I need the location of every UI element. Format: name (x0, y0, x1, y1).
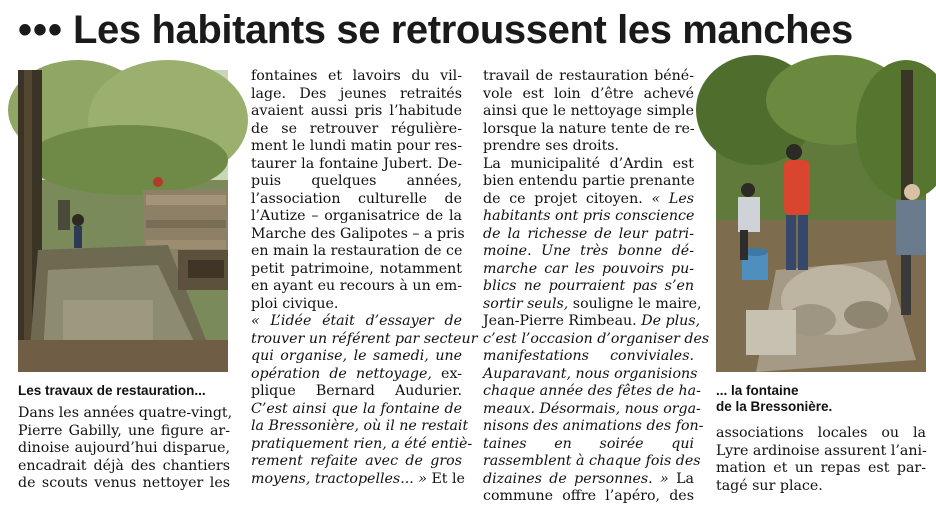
text-fragment: Jean-Pierre Rimbeau. (483, 313, 637, 329)
quote-line: C’est ainsi que la fontaine de (251, 400, 462, 417)
quote-line: manifestations conviviales. (483, 348, 694, 364)
quote-line: blics ne pourraient pas s’en (483, 278, 694, 294)
text-line: en main la restauration de ce (251, 243, 463, 259)
text-fragment: souligne le maire, (572, 295, 702, 312)
text-line: petit patrimoine, notamment (251, 260, 462, 277)
text-line (251, 366, 462, 384)
text-line: associations locales ou la (716, 425, 926, 441)
text-fragment: ex- (441, 365, 462, 382)
text-line: mation et un repas est par- (716, 460, 926, 476)
headline (18, 2, 918, 58)
photo-fontaine-bressoniere-image (716, 70, 926, 372)
photo-caption-restauration: Les travaux de restauration... (18, 383, 206, 398)
text-line: commune offre l’apéro, des (483, 488, 694, 504)
text-line: dinoise aujourd’hui disparue, (18, 440, 230, 456)
photo-restauration-works-image (18, 70, 228, 372)
quote-fragment: dizaines de personnes. » (483, 470, 669, 487)
text-line: encadrait déjà des chantiers (18, 457, 230, 474)
quote-line: qui organise, le samedi, une (251, 348, 462, 364)
text-line: l’Autize – organisatrice de la (251, 208, 462, 224)
quote-line: trouver un référent par secteur (251, 330, 478, 347)
quote-line: pratiquement rien, a été entiè- (251, 435, 473, 452)
quote-fragment: De plus, (641, 313, 701, 329)
photo-restauration-works (18, 70, 228, 372)
text-line: ploi civique. (251, 295, 339, 312)
text-fragment: Et le (431, 470, 465, 487)
photo-caption-line: de la Bressonière. (716, 399, 833, 414)
article-column-4 (716, 425, 926, 495)
quote-line: rement refaite avec de gros (251, 453, 462, 469)
text-line: lage. Des jeunes retraités (251, 85, 462, 102)
text-line: fontaines et lavoirs du vil- (251, 68, 462, 84)
quote-fragment: opération de nettoyage, (251, 365, 432, 382)
text-line: Dans les années quatre-vingt, (18, 405, 233, 421)
quote-line: « L’idée était d’essayer de (251, 313, 462, 329)
text-line: puis quelques années, (251, 173, 462, 189)
quote-line: habitants ont pris conscience (483, 208, 695, 224)
photo-caption-line: ... la fontaine (716, 383, 799, 398)
text-fragment: de ce projet citoyen. (483, 190, 643, 207)
text-line: Marche des Galipotes – a pris (251, 225, 465, 242)
quote-fragment: « Les (651, 190, 695, 207)
text-line: de scouts venus nettoyer les (18, 475, 230, 491)
article-column-2 (251, 68, 478, 488)
headline-bullets: ••• (18, 8, 64, 52)
quote-fragment: sortir seuls, (483, 295, 569, 312)
photo-fontaine-bressoniere (716, 70, 926, 372)
text-line: avaient aussi pris l’habitude (251, 103, 462, 119)
article-column-1 (18, 405, 233, 493)
text-line: travail de restauration béné- (483, 68, 694, 84)
quote-line: meaux. Désormais, nous orga- (483, 400, 701, 417)
quote-line: marche car les pouvoirs pu- (483, 260, 694, 277)
quote-line: taines en soirée qui (483, 435, 694, 452)
article-column-3 (483, 68, 710, 506)
text-line: ainsi que le nettoyage simple (483, 103, 694, 119)
text-line (251, 470, 465, 489)
text-line (483, 313, 701, 331)
text-line: tagé sur place. (716, 477, 823, 494)
text-line (483, 295, 702, 314)
text-line: de se retrouver régulière- (251, 120, 462, 137)
quote-fragment: moyens, tractopelles... » (251, 470, 427, 487)
text-line: Lyre ardinoise assurent l’ani- (716, 442, 927, 459)
text-line: Pierre Gabilly, une figure ar- (18, 422, 230, 439)
text-fragment: La (676, 470, 694, 487)
text-line: l’association culturelle de (251, 190, 462, 207)
quote-line: de la richesse de leur patri- (483, 225, 694, 242)
text-line (483, 471, 694, 489)
text-line: vole est loin d’être achevé (483, 85, 694, 102)
text-line (483, 191, 694, 209)
quote-line: moine. Une très bonne dé- (483, 243, 694, 259)
quote-line: chaque année des fêtes de ha- (483, 383, 701, 399)
text-line: plique Bernard Audurier. (251, 383, 462, 399)
text-line: La municipalité d’Ardin est (483, 155, 694, 172)
text-line: prendre ses droits. (483, 138, 620, 154)
headline-title: Les habitants se retroussent les manches (73, 8, 853, 52)
text-line: lorsque la nature tente de re- (483, 120, 695, 137)
quote-line: c’est l’occasion d’organiser des (483, 330, 710, 347)
text-line: bien entendu partie prenante (483, 173, 695, 189)
text-line: taurer la fontaine Jubert. De- (251, 155, 462, 172)
text-line: ment le lundi matin pour res- (251, 138, 462, 154)
quote-line: Auparavant, nous organisions (483, 365, 698, 382)
photo-caption-fontaine (716, 383, 926, 415)
quote-line: la Bressonière, où il ne restait (251, 418, 469, 434)
text-line: en ayant eu recours à un em- (251, 278, 462, 294)
quote-line: rassemblent à chaque fois des (483, 453, 701, 469)
quote-line: nisons des animations des fon- (483, 418, 704, 434)
